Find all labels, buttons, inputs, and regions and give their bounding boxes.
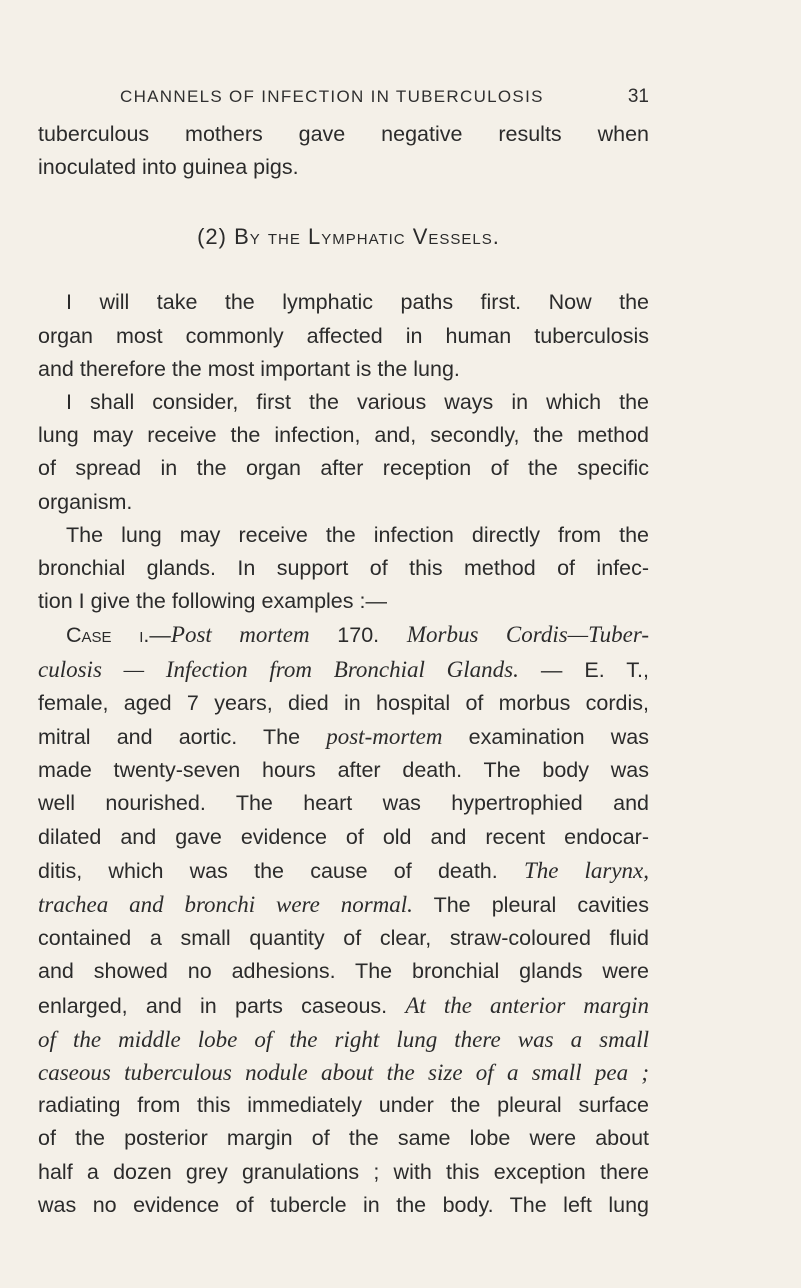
case-label: Case i.— xyxy=(66,623,171,648)
case-1-report xyxy=(38,618,649,1222)
text-line: of the posterior margin of the same lobe were about xyxy=(38,1126,649,1151)
text-line: I will take the lymphatic paths first. Now the xyxy=(66,290,649,315)
text-fragment: The pleural cavities xyxy=(412,893,650,918)
paragraph-consideration xyxy=(38,386,649,519)
italic-line: of the middle lobe of the right lung there was a small xyxy=(38,1026,649,1052)
text-fragment: ditis, which was the cause of death. xyxy=(38,858,524,883)
text-line: The lung may receive the infection directly from the xyxy=(66,522,649,547)
paragraph-lymphatic-paths xyxy=(38,286,649,386)
paragraph-bronchial-glands xyxy=(38,519,649,619)
text-line xyxy=(38,653,649,687)
italic-fragment: post-mortem xyxy=(326,724,443,750)
case-subtitle: culosis — Infection from Bronchial Glands. xyxy=(38,656,519,682)
text-line: I shall consider, first the various ways in which the xyxy=(66,390,649,415)
text-line: radiating from this immediately under the pleural surface xyxy=(38,1093,649,1118)
text-line: organism. xyxy=(38,489,133,514)
text-line: of spread in the organ after reception of the specific xyxy=(38,456,649,481)
text-line: was no evidence of tubercle in the body. The left lung xyxy=(38,1192,649,1217)
text-line xyxy=(38,888,649,922)
italic-fragment: trachea and bronchi were normal. xyxy=(38,892,413,918)
opening-paragraph xyxy=(38,118,649,184)
running-head xyxy=(38,86,649,108)
italic-line: caseous tuberculous nodule about the size of a small pea ; xyxy=(38,1060,649,1086)
italic-fragment: At the anterior margin xyxy=(405,992,649,1018)
text-fragment: enlarged, and in parts caseous. xyxy=(38,993,406,1018)
text-line: tuberculous mothers gave negative results when xyxy=(38,122,649,146)
text-line: inoculated into guinea pigs. xyxy=(38,155,299,180)
text-line: half a dozen grey granulations ; with this exception there xyxy=(38,1159,649,1184)
text-line: organ most commonly affected in human tuberculosis xyxy=(38,323,649,348)
text-line xyxy=(38,854,649,888)
text-line xyxy=(38,720,649,754)
text-line: well nourished. The heart was hypertrophied and xyxy=(38,791,649,816)
text-line: female, aged 7 years, died in hospital of morbus cordis, xyxy=(38,690,649,715)
italic-fragment: The larynx, xyxy=(523,857,649,883)
running-head-title: CHANNELS OF INFECTION IN TUBERCULOSIS xyxy=(120,87,544,106)
case-heading-line xyxy=(38,618,649,652)
text-line: dilated and gave evidence of old and recent endocar- xyxy=(38,824,649,849)
page-number: 31 xyxy=(627,86,649,107)
text-line: and therefore the most important is the lung. xyxy=(38,356,460,381)
text-fragment: mitral and aortic. The xyxy=(38,725,327,750)
case-post-mortem: Post mortem xyxy=(170,622,310,648)
text-line: lung may receive the infection, and, secondly, the method xyxy=(38,423,649,448)
text-line: made twenty-seven hours after death. The body was xyxy=(38,758,649,783)
text-line: bronchial glands. In support of this method of infec- xyxy=(38,556,649,581)
text-line: contained a small quantity of clear, straw-coloured fluid xyxy=(38,926,649,951)
text-line xyxy=(38,989,649,1023)
section-heading xyxy=(38,224,649,250)
text-fragment: examination was xyxy=(442,725,649,750)
section-heading-text: (2) By the Lymphatic Vessels. xyxy=(197,224,500,250)
text-line: and showed no adhesions. The bronchial glands were xyxy=(38,959,649,984)
case-title: Morbus Cordis—Tuber- xyxy=(406,622,650,648)
text-line: tion I give the following examples :— xyxy=(38,589,387,614)
case-patient: — E. T., xyxy=(518,657,649,682)
case-number: 170. xyxy=(309,623,407,648)
